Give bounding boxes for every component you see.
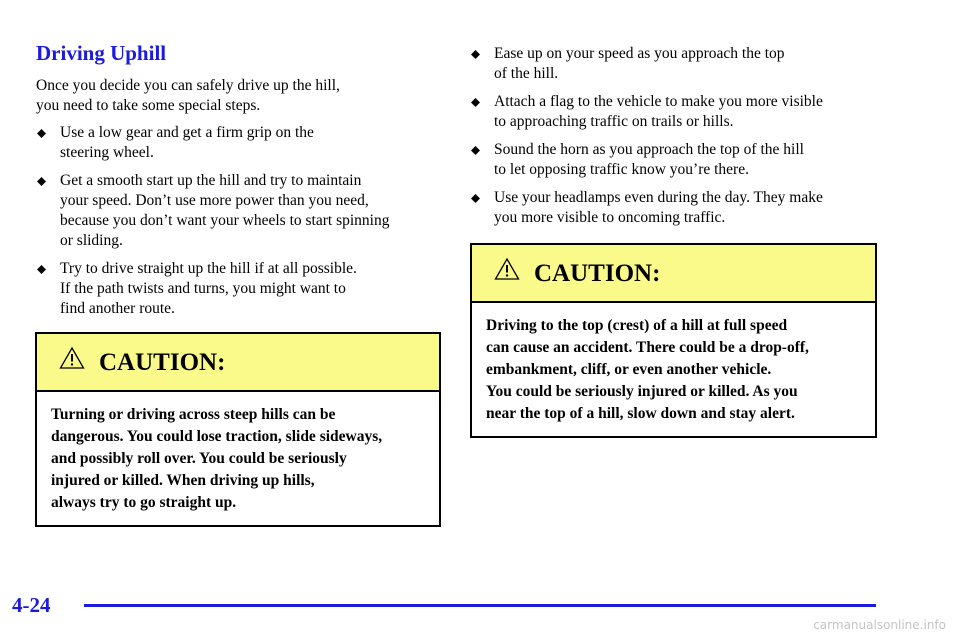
warning-triangle-icon — [59, 346, 85, 370]
bullet-line: Ease up on your speed as you approach the top — [494, 45, 785, 62]
bullet-line: to approaching traffic on trails or hills. — [494, 113, 734, 130]
warning-triangle-icon — [494, 257, 520, 281]
bullet-line: Get a smooth start up the hill and try to maintain — [60, 172, 362, 189]
diamond-bullet-icon — [471, 146, 480, 155]
caution-box-left — [35, 332, 441, 527]
caution-line: can cause an accident. There could be a drop-off, — [486, 339, 809, 356]
watermark: carmanualsonline.info — [813, 618, 946, 632]
diamond-bullet-icon — [37, 177, 46, 186]
bullet-line: or sliding. — [60, 232, 123, 249]
left-column — [36, 40, 440, 327]
list-item — [36, 259, 440, 319]
diamond-bullet-icon — [471, 98, 480, 107]
bullet-line: Use your headlamps even during the day. They make — [494, 189, 823, 206]
list-item — [36, 123, 440, 163]
list-item — [36, 171, 440, 251]
bullet-line: of the hill. — [494, 65, 559, 82]
intro-paragraph — [36, 76, 440, 116]
bullet-line: Attach a flag to the vehicle to make you more visible — [494, 93, 823, 110]
intro-line: Once you decide you can safely drive up the hill, — [36, 77, 340, 94]
page-number: 4-24 — [12, 593, 51, 617]
caution-line: embankment, cliff, or even another vehicle. — [486, 361, 772, 378]
intro-line: you need to take some special steps. — [36, 97, 261, 114]
list-item — [470, 188, 878, 228]
footer-divider — [84, 604, 876, 607]
diamond-bullet-icon — [37, 265, 46, 274]
list-item — [470, 92, 878, 132]
bullet-line: If the path twists and turns, you might want to — [60, 280, 346, 297]
section-title: Driving Uphill — [36, 41, 167, 65]
list-item — [470, 44, 878, 84]
diamond-bullet-icon — [471, 50, 480, 59]
caution-line: You could be seriously injured or killed. As you — [486, 383, 798, 400]
caution-title: CAUTION: — [534, 260, 661, 287]
bullet-line: because you don’t want your wheels to start spinning — [60, 212, 390, 229]
caution-line: and possibly roll over. You could be seriously — [51, 450, 347, 467]
list-item — [470, 140, 878, 180]
bullet-line: Use a low gear and get a firm grip on the — [60, 124, 314, 141]
bullet-line: your speed. Don’t use more power than you need, — [60, 192, 369, 209]
bullet-line: steering wheel. — [60, 144, 154, 161]
caution-header — [37, 334, 439, 392]
bullet-line: find another route. — [60, 300, 175, 317]
caution-header — [472, 245, 875, 303]
caution-title: CAUTION: — [99, 349, 226, 376]
caution-box-right — [470, 243, 877, 438]
bullet-line: Try to drive straight up the hill if at all possible. — [60, 260, 357, 277]
caution-text — [472, 303, 875, 425]
caution-line: Driving to the top (crest) of a hill at full speed — [486, 317, 788, 334]
caution-line: Turning or driving across steep hills can be — [51, 406, 336, 423]
caution-line: injured or killed. When driving up hills, — [51, 472, 315, 489]
caution-line: near the top of a hill, slow down and stay alert. — [486, 405, 795, 422]
bullet-line: to let opposing traffic know you’re there. — [494, 161, 749, 178]
caution-line: always try to go straight up. — [51, 494, 237, 511]
caution-line: dangerous. You could lose traction, slide sideways, — [51, 428, 383, 445]
diamond-bullet-icon — [37, 129, 46, 138]
caution-text — [37, 392, 439, 514]
right-bullet-list — [470, 44, 878, 228]
bullet-line: Sound the horn as you approach the top of the hill — [494, 141, 804, 158]
diamond-bullet-icon — [471, 194, 480, 203]
right-column — [470, 44, 878, 236]
left-bullet-list — [36, 123, 440, 319]
bullet-line: you more visible to oncoming traffic. — [494, 209, 726, 226]
